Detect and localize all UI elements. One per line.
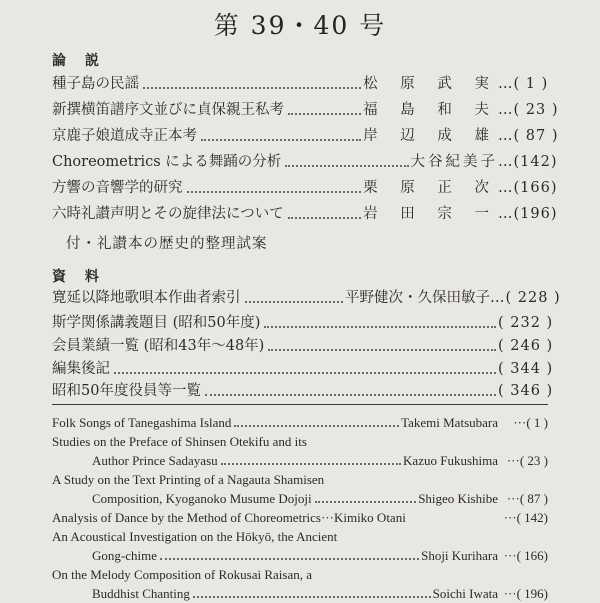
- leader-dots: [264, 325, 496, 328]
- entry-title: 方響の音響学的研究: [52, 180, 183, 196]
- section-divider: [52, 404, 548, 405]
- english-entry: [92, 546, 548, 565]
- entry-author: Shoji Kurihara: [421, 548, 498, 563]
- entry-author: 平野健次・久保田敏子: [345, 290, 490, 306]
- toc-entry: [52, 381, 554, 401]
- leader-dots: [268, 348, 496, 351]
- entry-page: ( 346 ): [498, 383, 554, 399]
- leader-dots: [288, 112, 361, 115]
- toc-entry: [52, 126, 559, 146]
- entry-page: …( 1 ): [498, 76, 549, 92]
- entry-author: 栗 原 正 次: [363, 180, 498, 196]
- toc-entry: [52, 178, 558, 198]
- entry-title: 京鹿子娘道成寺正本考: [52, 128, 197, 144]
- english-entry: [52, 508, 548, 527]
- english-entry: [92, 451, 548, 470]
- english-entry: [52, 413, 548, 432]
- entry-author: Shigeo Kishibe: [418, 491, 498, 506]
- english-entry: [92, 489, 548, 508]
- toc-entry: [52, 313, 554, 333]
- leader-dots: [285, 164, 408, 167]
- toc-entry: [52, 152, 558, 172]
- entry-author: Kazuo Fukushima: [403, 453, 498, 468]
- entry-title: Studies on the Preface of Shinsen Otekifu and its: [52, 434, 307, 449]
- entry-author: 岸 辺 成 雄: [363, 128, 498, 144]
- leader-dots: [315, 500, 417, 503]
- entry-page: …( 23 ): [498, 102, 559, 118]
- entry-page: ···( 142): [503, 510, 548, 525]
- english-entry: [52, 527, 548, 546]
- toc-entry: [52, 74, 548, 94]
- entry-title: 昭和50年度役員等一覧: [52, 383, 201, 399]
- entry-title: Buddhist Chanting: [92, 586, 190, 601]
- entry-title: An Acoustical Investigation on the Hōkyō, the Ancient: [52, 529, 338, 544]
- entry-title: Analysis of Dance by the Method of Choreometrics: [52, 510, 321, 525]
- toc-entry: [52, 204, 558, 224]
- entry-title: 寛延以降地歌唄本作曲者索引: [52, 290, 241, 306]
- entry-page: ( 344 ): [498, 361, 554, 377]
- entry-title: 新撰横笛譜序文並びに貞保親王私考: [52, 102, 284, 118]
- toc-entry: [52, 100, 559, 120]
- entry-page: …(196): [498, 206, 558, 222]
- entry-page: …(142): [498, 154, 558, 170]
- english-entry: [52, 565, 548, 584]
- section-heading-ronsetsu: 論 説: [52, 53, 106, 69]
- entry-author: ···Kimiko Otani: [320, 510, 406, 525]
- entry-author: 岩 田 宗 一: [363, 206, 498, 222]
- entry-title: 斯学関係講義題目 (昭和50年度): [52, 315, 261, 331]
- entry-title: 種子島の民謡: [52, 76, 139, 92]
- entry-author: 福 島 和 夫: [363, 102, 498, 118]
- entry-page: ···( 166): [503, 548, 548, 563]
- leader-dots: [221, 462, 401, 465]
- entry-title: Gong-chime: [92, 548, 157, 563]
- leader-dots: [143, 86, 361, 89]
- entry-author: 松 原 武 実: [363, 76, 498, 92]
- entry-title: 六時礼讃声明とその旋律法について: [52, 206, 284, 222]
- entry-page: ( 246 ): [498, 338, 554, 354]
- entry-subtitle: 付・礼讃本の歴史的整理試案: [66, 236, 268, 252]
- issue-title: 第 39・40 号: [213, 11, 387, 40]
- english-entry: [52, 432, 548, 451]
- entry-title: 会員業績一覧 (昭和43年〜48年): [52, 338, 265, 354]
- entry-page: ···( 196): [503, 586, 548, 601]
- entry-page: ···( 23 ): [506, 453, 548, 468]
- leader-dots: [114, 371, 496, 374]
- entry-page: ( 232 ): [498, 315, 554, 331]
- toc-entry: [52, 359, 554, 379]
- entry-title: Folk Songs of Tanegashima Island: [52, 415, 232, 430]
- entry-author: 大谷紀美子: [410, 154, 498, 170]
- entry-page: …( 228 ): [490, 290, 561, 306]
- entry-title: 編集後記: [52, 361, 110, 377]
- entry-page: …(166): [498, 180, 558, 196]
- section-heading-shiryo: 資 料: [52, 269, 106, 285]
- english-entry: [92, 584, 548, 603]
- leader-dots: [288, 216, 361, 219]
- toc-entry: [52, 288, 561, 308]
- entry-title: On the Melody Composition of Rokusai Raisan, a: [52, 567, 312, 582]
- english-entry: [52, 470, 548, 489]
- leader-dots: [234, 424, 399, 427]
- entry-title: A Study on the Text Printing of a Nagauta Shamisen: [52, 472, 325, 487]
- entry-title: Composition, Kyoganoko Musume Dojoji: [92, 491, 312, 506]
- leader-dots: [245, 300, 344, 303]
- leader-dots: [187, 190, 362, 193]
- entry-page: …( 87 ): [498, 128, 559, 144]
- entry-title: Author Prince Sadayasu: [92, 453, 218, 468]
- entry-author: Takemi Matsubara: [401, 415, 498, 430]
- leader-dots: [205, 393, 496, 396]
- leader-dots: [160, 557, 419, 560]
- toc-entry: [52, 336, 554, 356]
- leader-dots: [201, 138, 361, 141]
- entry-page: ···( 1 ): [513, 415, 548, 430]
- entry-author: Soichi Iwata: [432, 586, 498, 601]
- entry-title: Choreometrics による舞踊の分析: [52, 154, 282, 170]
- entry-page: ···( 87 ): [506, 491, 548, 506]
